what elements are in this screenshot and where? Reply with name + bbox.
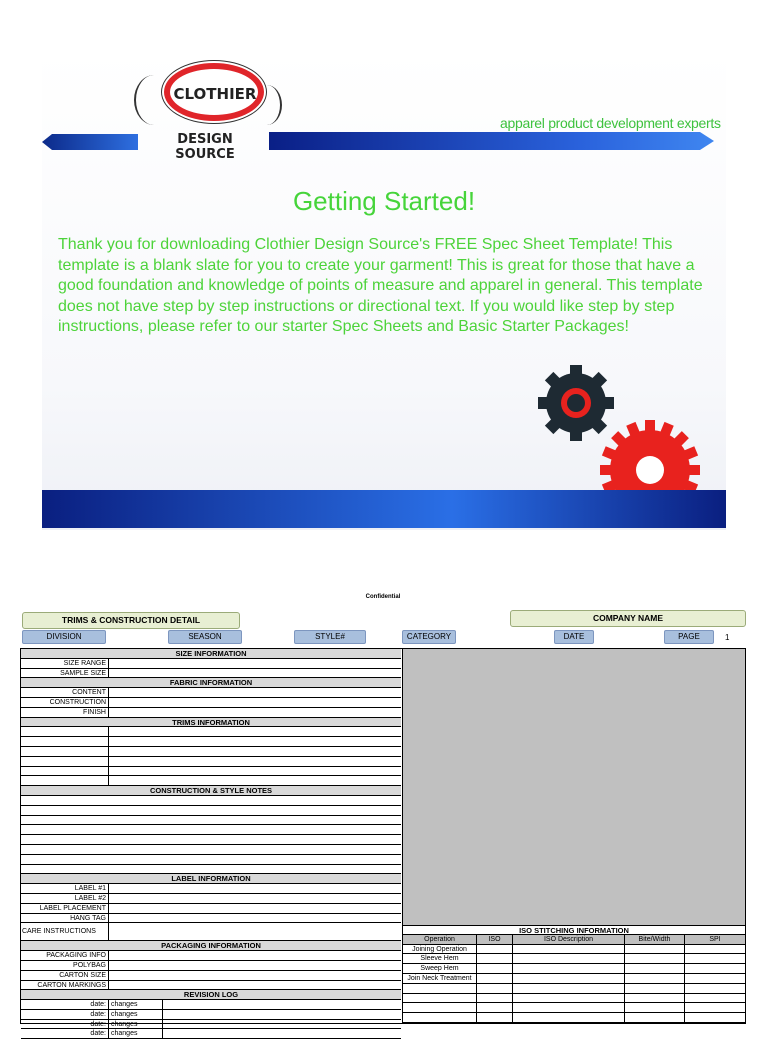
footer-band [42, 490, 726, 528]
division-field[interactable]: DIVISION [22, 630, 106, 644]
table-row[interactable] [403, 984, 745, 994]
table-row[interactable] [21, 816, 401, 826]
table-row[interactable] [21, 855, 401, 865]
section-header: SIZE INFORMATION [21, 649, 401, 659]
table-row[interactable]: Joining Operation [403, 945, 745, 955]
table-row[interactable] [21, 727, 401, 737]
page-field[interactable]: PAGE [664, 630, 714, 644]
table-row[interactable] [403, 1003, 745, 1013]
category-field[interactable]: CATEGORY [402, 630, 456, 644]
revision-row[interactable]: date: changes [21, 1010, 401, 1020]
logo-subtitle: DESIGN SOURCE [175, 132, 235, 162]
cover-body-text: Thank you for downloading Clothier Design Source's FREE Spec Sheet Template! This template is a blank slate for you to create your garment! This is great for those that have a good foundation and knowledge of points of measure and apparel in general. This template does not have step by step instructions or directional text. If you would like step by step instructions, please refer to our starter Spec Sheets and Basic Starter Packages! [58, 236, 703, 335]
trims-construction-tab: TRIMS & CONSTRUCTION DETAIL [22, 612, 240, 629]
header-band-left [42, 134, 138, 150]
date-field[interactable]: DATE [554, 630, 594, 644]
style-number-field[interactable]: STYLE# [294, 630, 366, 644]
revision-row[interactable]: date: changes [21, 1029, 401, 1039]
tagline: apparel product development experts [500, 115, 721, 131]
table-row[interactable] [21, 845, 401, 855]
table-row[interactable]: LABEL PLACEMENT [21, 904, 401, 914]
table-row[interactable] [21, 737, 401, 747]
table-row[interactable] [21, 767, 401, 777]
cover-page [42, 50, 726, 530]
table-row[interactable] [403, 1013, 745, 1023]
section-header: REVISION LOG [21, 990, 401, 1000]
revision-row[interactable]: date: changes [21, 1020, 401, 1030]
page-number: 1 [725, 633, 730, 642]
table-row[interactable]: Sleeve Hem [403, 954, 745, 964]
spec-sheet-page [18, 590, 748, 1038]
table-row[interactable] [21, 865, 401, 875]
iso-stitching-panel [402, 925, 745, 1023]
table-row[interactable]: HANG TAG [21, 914, 401, 924]
table-row[interactable]: Join Neck Treatment [403, 974, 745, 984]
table-row[interactable] [403, 994, 745, 1004]
section-header: LABEL INFORMATION [21, 874, 401, 884]
table-row[interactable]: CARTON MARKINGS [21, 981, 401, 991]
table-row[interactable] [21, 806, 401, 816]
table-row[interactable] [21, 747, 401, 757]
table-row[interactable]: SAMPLE SIZE [21, 669, 401, 679]
season-field[interactable]: SEASON [168, 630, 242, 644]
table-row[interactable] [21, 776, 401, 786]
table-row[interactable] [21, 757, 401, 767]
table-row[interactable]: FINISH [21, 708, 401, 718]
table-row[interactable] [21, 835, 401, 845]
table-row[interactable]: LABEL #1 [21, 884, 401, 894]
confidential-label: Confidential [365, 594, 401, 600]
company-name-tab[interactable]: COMPANY NAME [510, 610, 746, 627]
spec-left-panel [21, 649, 401, 1039]
section-header: CONSTRUCTION & STYLE NOTES [21, 786, 401, 796]
iso-table-header: Operation ISO ISO Description Bite/Width SPI [403, 935, 745, 945]
section-header: FABRIC INFORMATION [21, 678, 401, 688]
table-row[interactable] [21, 825, 401, 835]
table-row[interactable]: LABEL #2 [21, 894, 401, 904]
logo-word: CLOTHIER [173, 85, 257, 103]
section-header: PACKAGING INFORMATION [21, 941, 401, 951]
table-row[interactable]: CONSTRUCTION [21, 698, 401, 708]
table-row[interactable]: CARTON SIZE [21, 971, 401, 981]
table-row[interactable]: CARE INSTRUCTIONS [21, 923, 401, 941]
header-band-right [269, 132, 714, 150]
table-row[interactable]: Sweep Hem [403, 964, 745, 974]
garment-sketch-area[interactable] [402, 649, 745, 925]
section-header: ISO STITCHING INFORMATION [403, 925, 745, 935]
table-row[interactable]: CONTENT [21, 688, 401, 698]
section-header: TRIMS INFORMATION [21, 718, 401, 728]
table-row[interactable]: SIZE RANGE [21, 659, 401, 669]
cover-title: Getting Started! [292, 186, 476, 216]
table-row[interactable] [21, 796, 401, 806]
table-row[interactable]: PACKAGING INFO [21, 951, 401, 961]
table-row[interactable]: POLYBAG [21, 961, 401, 971]
revision-row[interactable]: date: changes [21, 1000, 401, 1010]
